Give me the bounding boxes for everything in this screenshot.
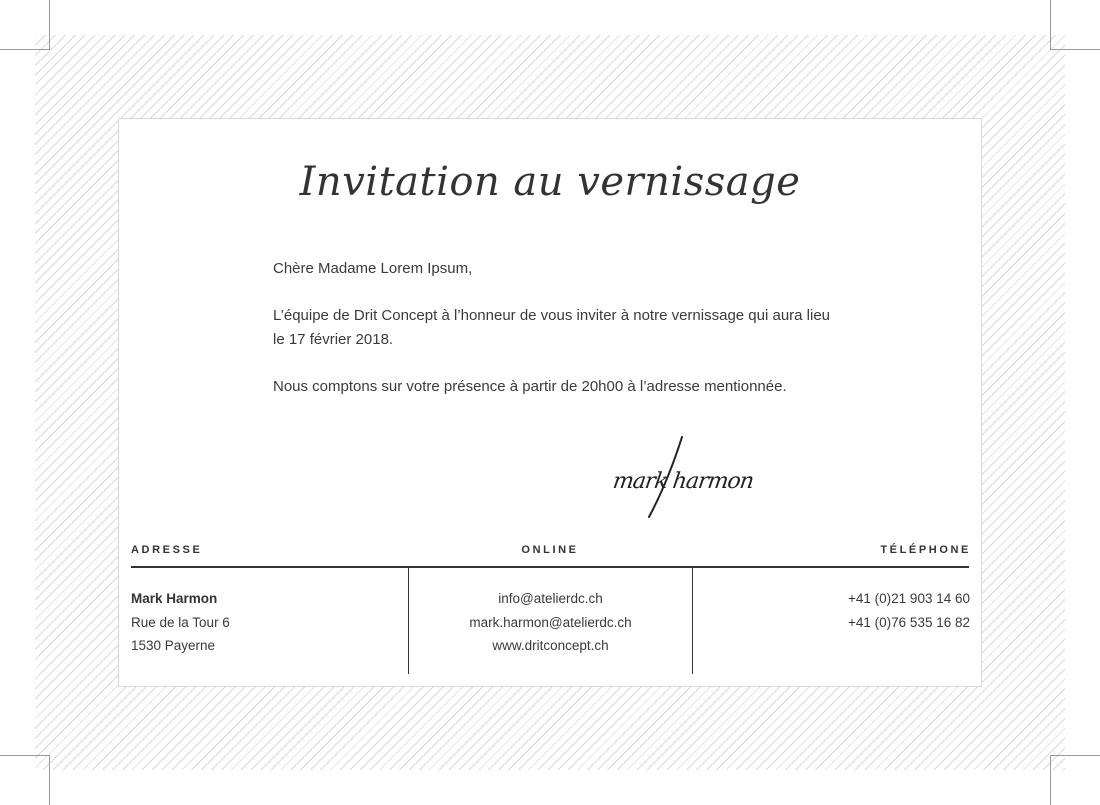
- crop-mark-bottom-right-horizontal: [1050, 755, 1100, 756]
- online-block: [409, 587, 692, 658]
- footer-column-separator-right: [692, 568, 693, 674]
- phone-landline[interactable]: +41 (0)21 903 14 60: [848, 591, 970, 606]
- crop-mark-bottom-right-vertical: [1050, 755, 1051, 805]
- invitation-title: Invitation au vernissage: [299, 159, 801, 205]
- phone-mobile[interactable]: +41 (0)76 535 16 82: [848, 614, 970, 630]
- invitation-card: [118, 118, 982, 687]
- phone-heading: TÉLÉPHONE: [880, 544, 971, 556]
- crop-mark-top-right-vertical: [1050, 0, 1051, 50]
- address-street: Rue de la Tour 6: [131, 614, 230, 630]
- crop-mark-bottom-left-vertical: [49, 755, 50, 805]
- letter-paragraph-invitation: L’équipe de Drit Concept à l’honneur de vous inviter à notre vernissage qui aura lieu le 17 février 2018.: [273, 307, 831, 348]
- crop-mark-top-left-horizontal: [0, 49, 50, 50]
- handwritten-signature: [609, 429, 779, 519]
- address-block: [131, 587, 230, 658]
- letter-paragraph-presence: Nous comptons sur votre présence à partir de 20h00 à l’adresse mentionnée.: [273, 378, 787, 395]
- letter-body: [273, 257, 843, 422]
- phone-block: [848, 587, 970, 634]
- email-personal-link[interactable]: mark.harmon@atelierdc.ch: [469, 614, 632, 630]
- website-link[interactable]: www.dritconcept.ch: [492, 638, 609, 653]
- email-info-link[interactable]: info@atelierdc.ch: [498, 591, 603, 606]
- address-heading: ADRESSE: [131, 544, 203, 556]
- letter-greeting: Chère Madame Lorem Ipsum,: [273, 260, 473, 277]
- footer-divider-rule: [131, 566, 969, 568]
- crop-mark-top-left-vertical: [49, 0, 50, 50]
- address-city: 1530 Payerne: [131, 638, 216, 653]
- signature-text: mark harmon: [611, 469, 755, 494]
- contact-name: Mark Harmon: [131, 591, 218, 606]
- crop-mark-top-right-horizontal: [1050, 49, 1100, 50]
- crop-mark-bottom-left-horizontal: [0, 755, 50, 756]
- online-heading: ONLINE: [521, 544, 579, 556]
